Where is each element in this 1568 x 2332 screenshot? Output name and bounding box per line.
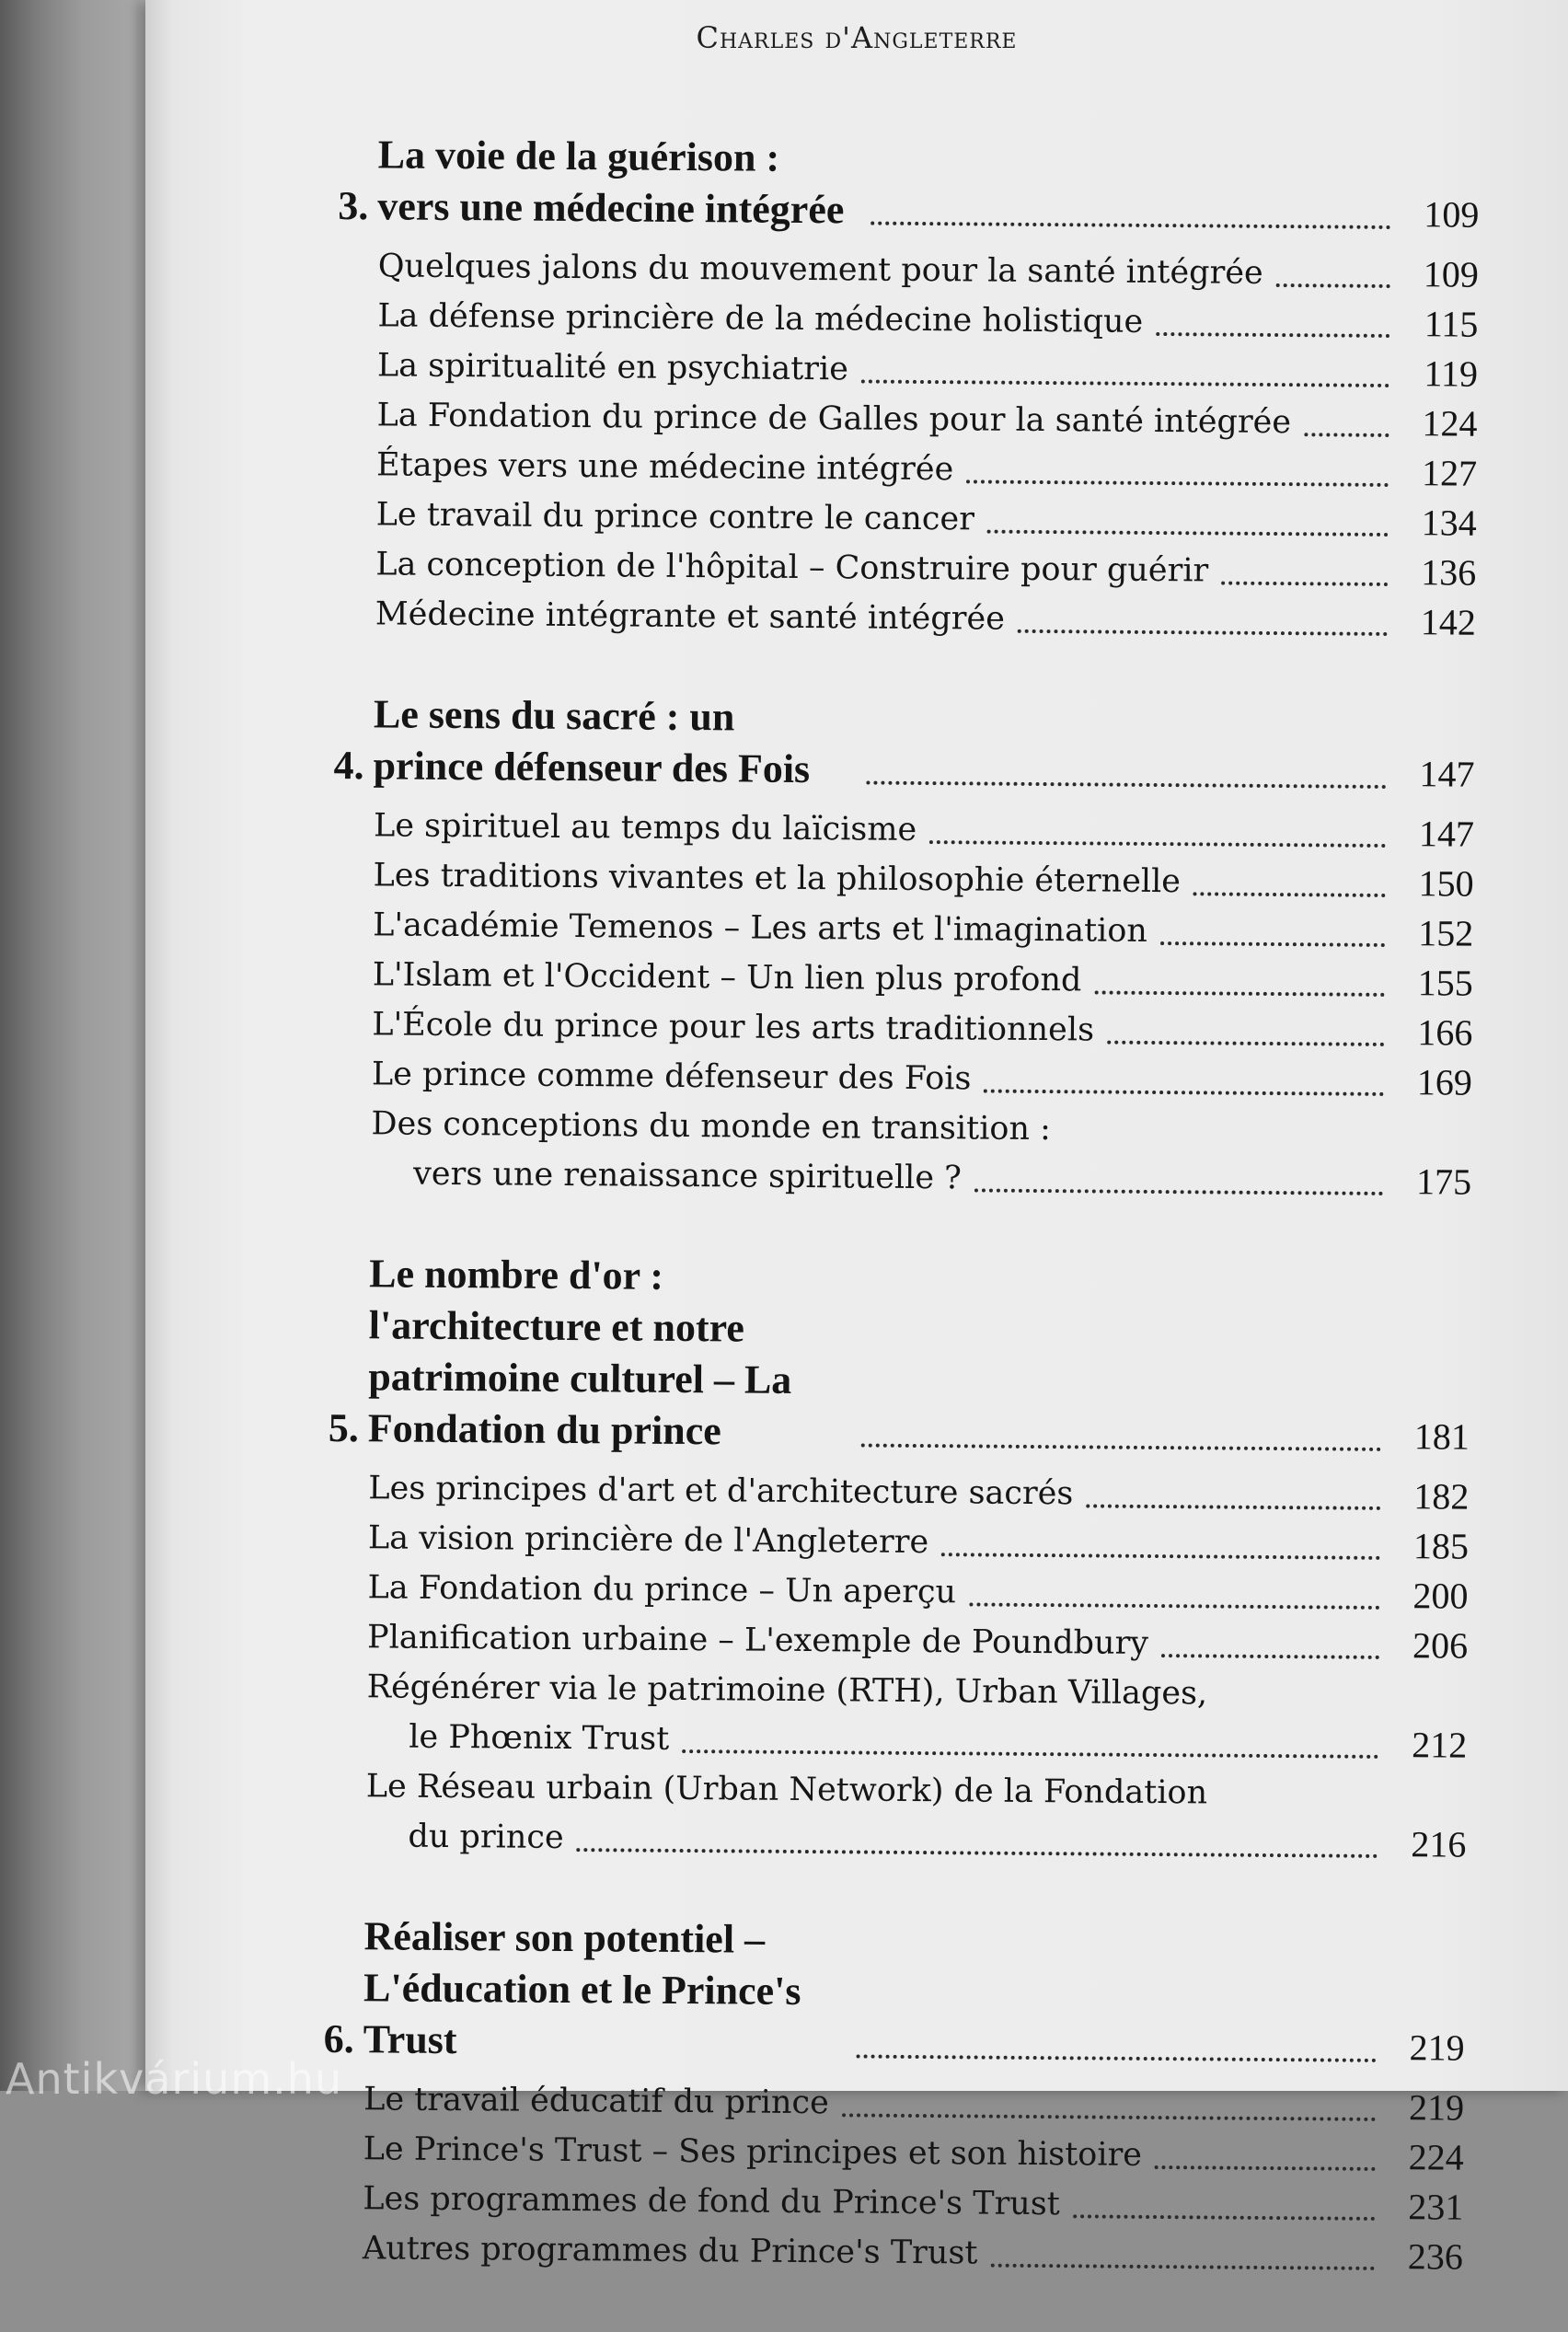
dot-leader — [987, 530, 1389, 537]
toc-section-entry — [322, 2174, 1463, 2233]
chapter-heading — [338, 129, 1480, 241]
toc-section-entry — [323, 2124, 1464, 2183]
section-page-number: 152 — [1417, 912, 1474, 954]
toc-section-entry — [330, 1099, 1472, 1207]
dot-leader — [682, 1749, 1378, 1759]
chapter-page-number: 109 — [1424, 193, 1480, 236]
section-title: L'Islam et l'Occident – Un lien plus profond — [372, 956, 1082, 999]
dot-leader — [1304, 433, 1389, 437]
section-title: Le prince comme défenseur des Fois — [371, 1056, 972, 1098]
chapter-number: 4. — [333, 742, 364, 789]
toc-section-entry — [331, 999, 1472, 1058]
section-title: Des conceptions du monde en transition : — [371, 1105, 1052, 1149]
chapter-heading — [323, 1911, 1465, 2074]
chapter-title-wrap — [338, 129, 859, 236]
chapter-page-number: 147 — [1419, 753, 1475, 795]
toc-section-entry — [335, 589, 1476, 648]
toc-chapter — [335, 129, 1480, 648]
section-title: L'École du prince pour les arts traditionnels — [372, 1006, 1095, 1049]
chapter-page-number: 219 — [1409, 2026, 1465, 2069]
section-title: La Fondation du prince – Un aperçu — [367, 1569, 957, 1611]
section-title: La conception de l'hôpital – Construire pour guérir — [375, 546, 1209, 590]
section-page-number: 155 — [1417, 962, 1473, 1004]
toc-section-entry — [322, 2223, 1463, 2282]
section-page-number: 236 — [1407, 2235, 1464, 2278]
section-title: Médecine intégrante et santé intégrée — [375, 595, 1006, 638]
section-title: La défense princière de la médecine holistique — [377, 297, 1144, 341]
dot-leader — [1221, 582, 1388, 586]
toc-section-entry — [335, 539, 1476, 598]
section-title-continued: du prince — [408, 1818, 564, 1856]
section-page-number: 169 — [1416, 1061, 1473, 1103]
toc-section-entry — [327, 1563, 1468, 1622]
toc-section-entry — [328, 1463, 1469, 1522]
section-page-number: 219 — [1408, 2086, 1465, 2129]
dot-leader — [1086, 1504, 1380, 1510]
section-title: L'académie Temenos – Les arts et l'imagination — [373, 906, 1148, 950]
section-page-number: 231 — [1408, 2186, 1464, 2228]
toc-section-entry — [332, 900, 1473, 959]
chapter-number: 5. — [328, 1404, 360, 1451]
dot-leader — [866, 781, 1386, 789]
chapter-title: La voie de la guérison : vers une médecine intégrée — [377, 132, 845, 233]
chapter-title: Réaliser son potentiel – L'éducation et le Prince's Trust — [363, 1913, 801, 2063]
section-title: Le Réseau urbain (Urban Network) de la Fondation — [365, 1768, 1208, 1812]
dot-leader — [861, 379, 1389, 387]
toc-section-entry — [333, 801, 1474, 860]
section-title: Les programmes de fond du Prince's Trust — [363, 2180, 1061, 2223]
toc-section-entry — [337, 291, 1478, 350]
section-title: Le travail du prince contre le cancer — [375, 496, 975, 538]
toc-section-entry — [323, 2074, 1464, 2133]
section-title: Les principes d'art et d'architecture sacrés — [368, 1470, 1074, 1513]
toc-section-entry — [336, 390, 1477, 449]
chapter-page-number: 181 — [1413, 1415, 1470, 1458]
section-page-number: 147 — [1418, 813, 1475, 855]
section-page-number: 175 — [1415, 1160, 1472, 1203]
dot-leader — [577, 1848, 1378, 1858]
chapter-title-wrap — [329, 1248, 850, 1458]
dot-leader — [1073, 2214, 1375, 2221]
section-continuation — [365, 1811, 1466, 1869]
table-of-contents — [321, 129, 1480, 2332]
section-page-number: 119 — [1424, 352, 1479, 395]
section-title: Le Prince's Trust – Ses principes et son histoire — [363, 2130, 1143, 2174]
section-title: Régénérer via le patrimoine (RTH), Urban Villages, — [366, 1668, 1208, 1713]
dot-leader — [990, 2264, 1374, 2270]
section-title: Étapes vers une médecine intégrée — [375, 446, 954, 489]
section-page-number: 224 — [1408, 2136, 1464, 2178]
chapter-heading — [329, 1248, 1471, 1463]
chapter-title-wrap — [333, 688, 854, 795]
toc-section-entry — [332, 950, 1473, 1009]
chapter-heading — [333, 688, 1475, 801]
dot-leader — [1193, 892, 1386, 897]
section-page-number: 134 — [1421, 502, 1477, 544]
dot-leader — [1107, 1041, 1384, 1046]
toc-section-entry — [332, 850, 1473, 909]
section-page-number: 127 — [1421, 452, 1478, 494]
dot-leader — [857, 2054, 1377, 2061]
section-title: Quelques jalons du mouvement pour la santé intégrée — [377, 248, 1263, 292]
toc-section-entry — [336, 440, 1477, 499]
section-page-number: 142 — [1420, 601, 1477, 643]
dot-leader — [1161, 1654, 1379, 1659]
watermark: Antikvárium.hu — [6, 2054, 343, 2104]
dot-leader — [1156, 332, 1389, 338]
toc-section-entry — [328, 1513, 1469, 1572]
dot-leader — [1160, 941, 1385, 947]
section-page-number: 185 — [1412, 1525, 1470, 1567]
section-page-number: 166 — [1417, 1011, 1473, 1054]
running-head: Charles d'Angleterre — [696, 20, 1018, 55]
section-page-number: 150 — [1418, 862, 1474, 905]
dot-leader — [842, 2113, 1376, 2121]
section-continuation — [366, 1712, 1467, 1770]
section-page-number: 206 — [1412, 1624, 1469, 1667]
chapter-number: 3. — [338, 182, 369, 229]
section-title-continued: vers une renaissance spirituelle ? — [412, 1155, 963, 1197]
toc-chapter — [325, 1248, 1470, 1870]
dot-leader — [929, 840, 1386, 848]
dot-leader — [1276, 283, 1390, 288]
dot-leader — [1018, 629, 1388, 636]
dot-leader — [870, 222, 1390, 229]
chapter-title: Le sens du sacré : un prince défenseur des Fois — [373, 691, 811, 792]
section-title: Le spirituel au temps du laïcisme — [373, 807, 917, 849]
section-page-number: 200 — [1412, 1575, 1469, 1617]
section-page-number: 216 — [1411, 1823, 1467, 1865]
dot-leader — [974, 1188, 1383, 1195]
section-title: Autres programmes du Prince's Trust — [362, 2230, 978, 2272]
dot-leader — [969, 1602, 1379, 1610]
section-page-number: 109 — [1423, 253, 1479, 295]
toc-section-entry — [331, 1049, 1472, 1108]
section-page-number: 115 — [1424, 303, 1479, 345]
section-title: La Fondation du prince de Galles pour la santé intégrée — [376, 397, 1292, 442]
section-page-number: 136 — [1421, 551, 1477, 594]
dot-leader — [966, 479, 1389, 487]
section-page-number: 124 — [1422, 402, 1478, 444]
dot-leader — [1155, 2165, 1376, 2171]
dot-leader — [984, 1090, 1384, 1096]
toc-chapter — [322, 1911, 1466, 2282]
chapter-number: 6. — [323, 2015, 354, 2062]
dot-leader — [941, 1553, 1380, 1560]
toc-chapter — [330, 688, 1475, 1207]
toc-section-entry — [325, 1761, 1467, 1870]
section-title: La spiritualité en psychiatrie — [376, 347, 849, 388]
section-title: Le travail éducatif du prince — [363, 2081, 829, 2122]
chapter-title: Le nombre d'or : l'architecture et notre patrimoine culturel – La Fondation du prince — [367, 1251, 792, 1454]
dot-leader — [861, 1444, 1381, 1451]
section-page-number: 212 — [1412, 1724, 1468, 1766]
section-page-number: 182 — [1413, 1475, 1470, 1518]
chapter-title-wrap — [323, 1911, 844, 2069]
dot-leader — [1094, 990, 1384, 996]
section-title: Les traditions vivantes et la philosophie éternelle — [373, 857, 1182, 901]
toc-section-entry — [338, 241, 1479, 300]
section-title-continued: le Phœnix Trust — [409, 1718, 670, 1758]
section-continuation — [371, 1149, 1471, 1206]
toc-section-entry — [335, 490, 1476, 548]
section-title: Planification urbaine – L'exemple de Poundbury — [366, 1619, 1149, 1662]
toc-section-entry — [326, 1662, 1468, 1771]
toc-section-entry — [337, 341, 1478, 399]
toc-section-entry — [327, 1612, 1468, 1671]
section-title: La vision princière de l'Angleterre — [367, 1519, 929, 1562]
